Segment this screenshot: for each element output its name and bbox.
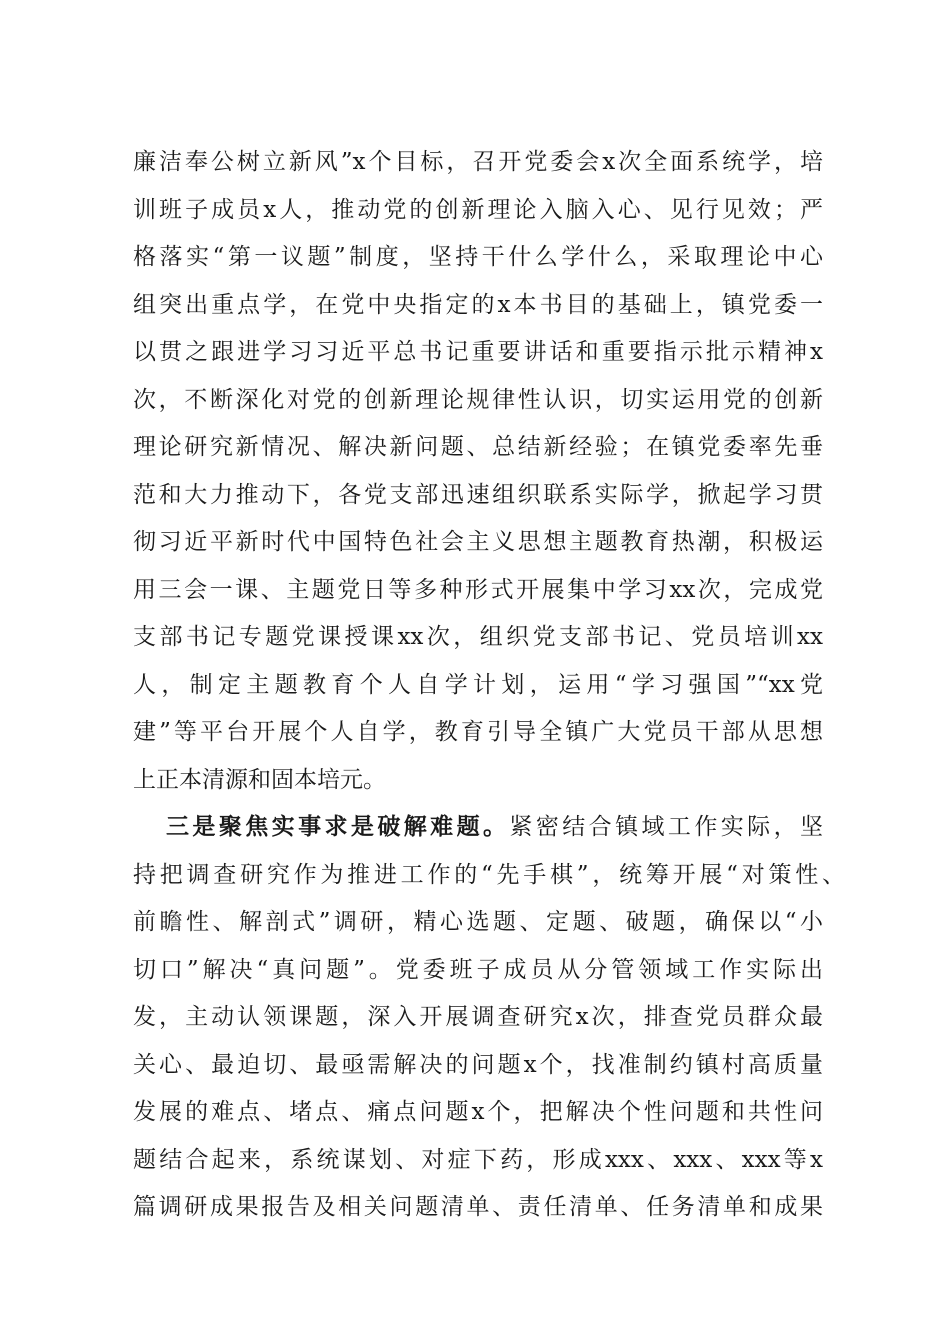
text-line: 题结合起来，系统谋划、对症下药，形成xxx、xxx、xxx等x xyxy=(133,1147,823,1173)
text-line: 廉洁奉公树立新风”x个目标，召开党委会x次全面系统学，培 xyxy=(133,149,823,175)
paragraph-first-line xyxy=(166,810,823,844)
text-span: 紧密结合镇域工作实际，坚 xyxy=(509,814,824,840)
text-line: 以贯之跟进学习习近平总书记重要讲话和重要指示批示精神x xyxy=(133,339,823,365)
text-line: 发展的难点、堵点、痛点问题x个，把解决个性问题和共性问 xyxy=(133,1099,823,1125)
text-line: 组突出重点学，在党中央指定的x本书目的基础上，镇党委一 xyxy=(133,292,823,318)
text-line: 理论研究新情况、解决新问题、总结新经验；在镇党委率先垂 xyxy=(133,434,823,460)
text-line: 建”等平台开展个人自学，教育引导全镇广大党员干部从思想 xyxy=(133,719,823,745)
text-line: 人，制定主题教育个人自学计划，运用“学习强国”“xx党 xyxy=(133,672,823,698)
text-line: 训班子成员x人，推动党的创新理论入脑入心、见行见效；严 xyxy=(133,197,823,223)
text-line: 范和大力推动下，各党支部迅速组织联系实际学，掀起学习贯 xyxy=(133,482,823,508)
text-line: 切口”解决“真问题”。党委班子成员从分管领域工作实际出 xyxy=(133,957,823,983)
text-line: 前瞻性、解剖式”调研，精心选题、定题、破题，确保以“小 xyxy=(133,909,823,935)
text-line: 关心、最迫切、最亟需解决的问题x个，找准制约镇村高质量 xyxy=(133,1052,823,1078)
text-line: 格落实“第一议题”制度，坚持干什么学什么，采取理论中心 xyxy=(133,244,823,270)
text-line: 次，不断深化对党的创新理论规律性认识，切实运用党的创新 xyxy=(133,387,823,413)
text-line: 发，主动认领课题，深入开展调查研究x次，排查党员群众最 xyxy=(133,1004,823,1030)
text-line: 上正本清源和固本培元。 xyxy=(133,767,386,793)
text-line: 用三会一课、主题党日等多种形式开展集中学习xx次，完成党 xyxy=(133,577,823,603)
text-line: 持把调查研究作为推进工作的“先手棋”，统筹开展“对策性、 xyxy=(133,862,845,888)
paragraph-heading: 三是聚焦实事求是破解难题。 xyxy=(166,813,510,840)
text-line: 支部书记专题党课授课xx次，组织党支部书记、党员培训xx xyxy=(133,624,823,650)
text-line: 彻习近平新时代中国特色社会主义思想主题教育热潮，积极运 xyxy=(133,529,823,555)
text-line: 篇调研成果报告及相关问题清单、责任清单、任务清单和成果 xyxy=(133,1194,823,1220)
